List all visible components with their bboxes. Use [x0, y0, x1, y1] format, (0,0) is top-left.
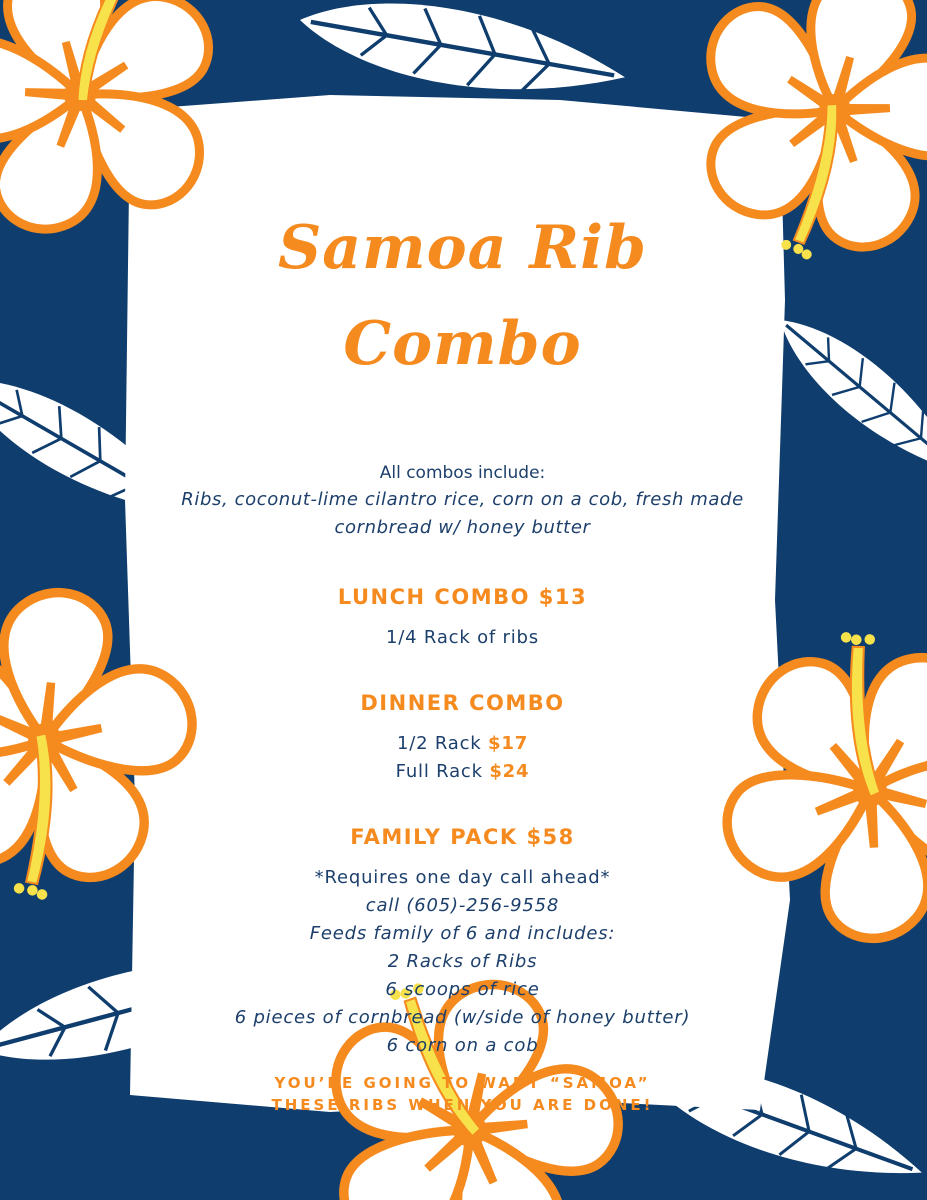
tagline: [150, 1072, 775, 1116]
family-pack-phone: call (605)-256-9558: [365, 895, 560, 916]
lunch-combo-item: 1/4 Rack of ribs: [386, 627, 539, 648]
tagline-line: YOU’RE GOING TO WANT “SAMOA”: [274, 1074, 651, 1092]
family-pack-item: 6 pieces of cornbread (w/side of honey butter): [234, 1007, 691, 1028]
dinner-option-price: $24: [489, 761, 530, 782]
lunch-combo-heading: LUNCH COMBO $13: [337, 585, 588, 609]
dinner-option: [150, 730, 775, 758]
family-pack-feeds: Feeds family of 6 and includes:: [309, 923, 616, 944]
menu-content: [150, 180, 775, 1116]
dinner-option-label: Full Rack: [395, 761, 483, 782]
intro-line: Ribs, coconut-lime cilantro rice, corn on a cob, fresh made: [181, 489, 744, 510]
dinner-option: [150, 758, 775, 786]
menu-title: Samoa Rib Combo: [277, 213, 648, 379]
family-pack-item: 6 corn on a cob: [386, 1035, 539, 1056]
family-pack-item: 2 Racks of Ribs: [387, 951, 538, 972]
palm-leaf-icon: [763, 299, 927, 495]
family-pack-heading: FAMILY PACK $58: [350, 825, 575, 849]
dinner-combo-heading: DINNER COMBO: [360, 691, 565, 715]
intro-heading: All combos include:: [379, 463, 546, 483]
dinner-option-price: $17: [488, 733, 529, 754]
dinner-option-label: 1/2 Rack: [396, 733, 482, 754]
family-pack-item: 6 scoops of rice: [385, 979, 540, 1000]
intro-line: cornbread w/ honey butter: [334, 517, 591, 538]
tagline-line: THESE RIBS WHEN YOU ARE DONE!: [271, 1096, 654, 1114]
family-pack-note: *Requires one day call ahead*: [314, 867, 611, 888]
